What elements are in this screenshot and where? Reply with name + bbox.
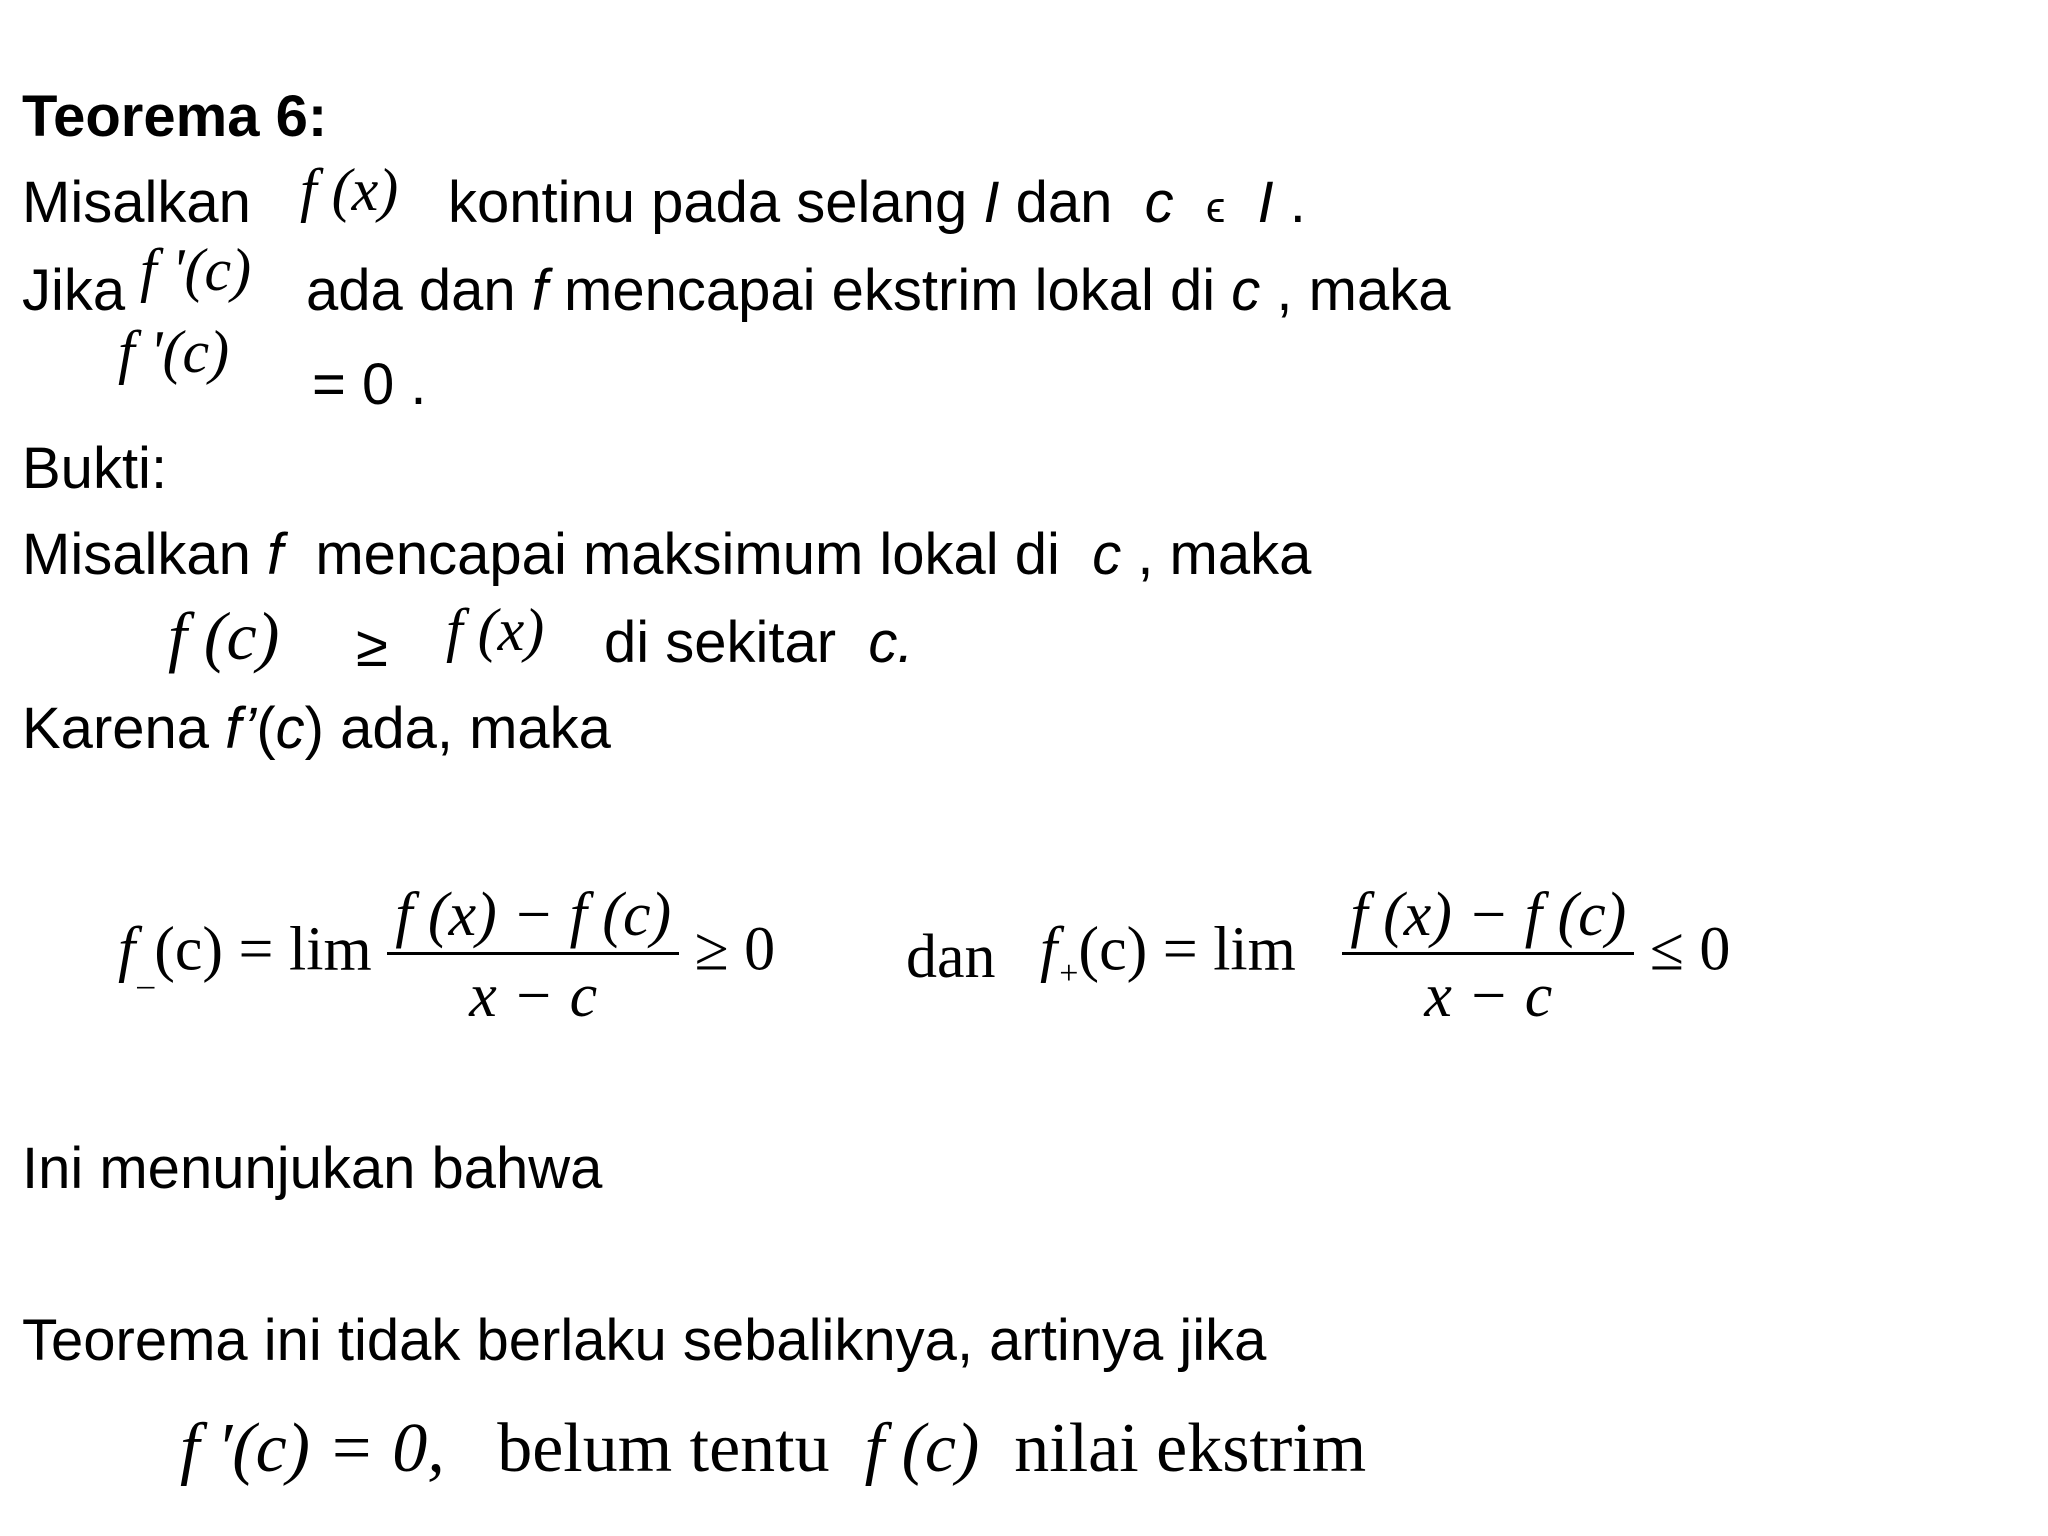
left-numerator: f (x) − f (c)	[395, 881, 672, 949]
final-mid: belum tentu	[497, 1410, 830, 1487]
final-end: nilai ekstrim	[1014, 1410, 1367, 1487]
line5-mid: mencapai maksimum lokal di	[315, 522, 1060, 587]
left-arg: (c) = lim	[154, 915, 372, 984]
line2-f: f	[531, 258, 548, 323]
line1-prefix: Misalkan	[22, 170, 251, 235]
final-statement	[180, 1410, 1367, 1487]
line7-paren-open: (	[256, 696, 276, 761]
line6-fx: f (x)	[446, 597, 545, 663]
line2-mid2: mencapai ekstrim lokal di	[564, 258, 1216, 323]
final-fc: f (c)	[864, 1410, 980, 1487]
limit-formula-left	[118, 881, 776, 1030]
line7-prefix: Karena	[22, 696, 210, 761]
line1-c: c	[1144, 170, 1174, 235]
proof-heading: Bukti:	[22, 436, 168, 501]
line2-fpc: f '(c)	[140, 237, 252, 303]
line7-c: c	[275, 696, 305, 761]
statement-line-1-rest	[448, 170, 1306, 235]
limit-formula-right	[1040, 881, 1731, 1030]
line1-I: I	[983, 170, 1000, 235]
proof-line-2-rest	[604, 610, 914, 675]
line5-f: f	[266, 522, 284, 587]
converse-line: Teorema ini tidak berlaku sebaliknya, artinya jika	[22, 1308, 1267, 1373]
line1-elem: ϵ	[1205, 183, 1226, 232]
final-fpc: f ′(c) = 0,	[180, 1410, 445, 1487]
left-relation: ≥ 0	[694, 915, 776, 984]
line1-fx: f (x)	[300, 157, 399, 223]
right-relation: ≤ 0	[1649, 915, 1731, 984]
right-numerator: f (x) − f (c)	[1350, 881, 1627, 949]
proof-line-1	[22, 522, 1312, 587]
line6-c: c.	[868, 610, 914, 675]
line5-end: , maka	[1137, 522, 1312, 587]
line1-mid: kontinu pada selang	[448, 170, 968, 235]
left-f: f	[118, 915, 136, 984]
line6-geq: ≥	[356, 614, 388, 679]
right-denominator: x − c	[1424, 962, 1553, 1030]
line3-rest: = 0 .	[312, 352, 427, 417]
line2-mid: ada dan	[306, 258, 516, 323]
line6-mid: di sekitar	[604, 610, 837, 675]
right-fraction	[1342, 881, 1634, 1030]
line7-fprime: f’	[225, 696, 257, 761]
proof-line-3	[22, 696, 611, 761]
line7-end: ada, maka	[340, 696, 611, 761]
right-sub: +	[1059, 954, 1079, 992]
formula-dan: dan	[906, 923, 996, 991]
right-arg: (c) = lim	[1078, 915, 1296, 984]
theorem-heading: Teorema 6:	[22, 84, 328, 149]
left-denominator: x − c	[469, 962, 598, 1030]
line1-I2: I	[1257, 170, 1274, 235]
line6-fc: f (c)	[168, 598, 280, 674]
line2-prefix: Jika	[22, 258, 126, 323]
conclusion-line: Ini menunjukan bahwa	[22, 1136, 603, 1201]
line1-end: .	[1289, 170, 1306, 235]
line3-fpc: f '(c)	[118, 319, 230, 385]
line1-dan: dan	[1015, 170, 1113, 235]
line5-prefix: Misalkan	[22, 522, 251, 587]
left-sub: _	[137, 954, 155, 992]
right-f: f	[1040, 915, 1058, 984]
statement-line-1	[22, 170, 251, 235]
left-fraction	[387, 881, 679, 1030]
statement-line-2-rest	[306, 258, 1451, 323]
line2-c: c	[1231, 258, 1261, 323]
line5-c: c	[1092, 522, 1122, 587]
line7-paren-close: )	[304, 696, 324, 761]
line2-end: , maka	[1276, 258, 1451, 323]
